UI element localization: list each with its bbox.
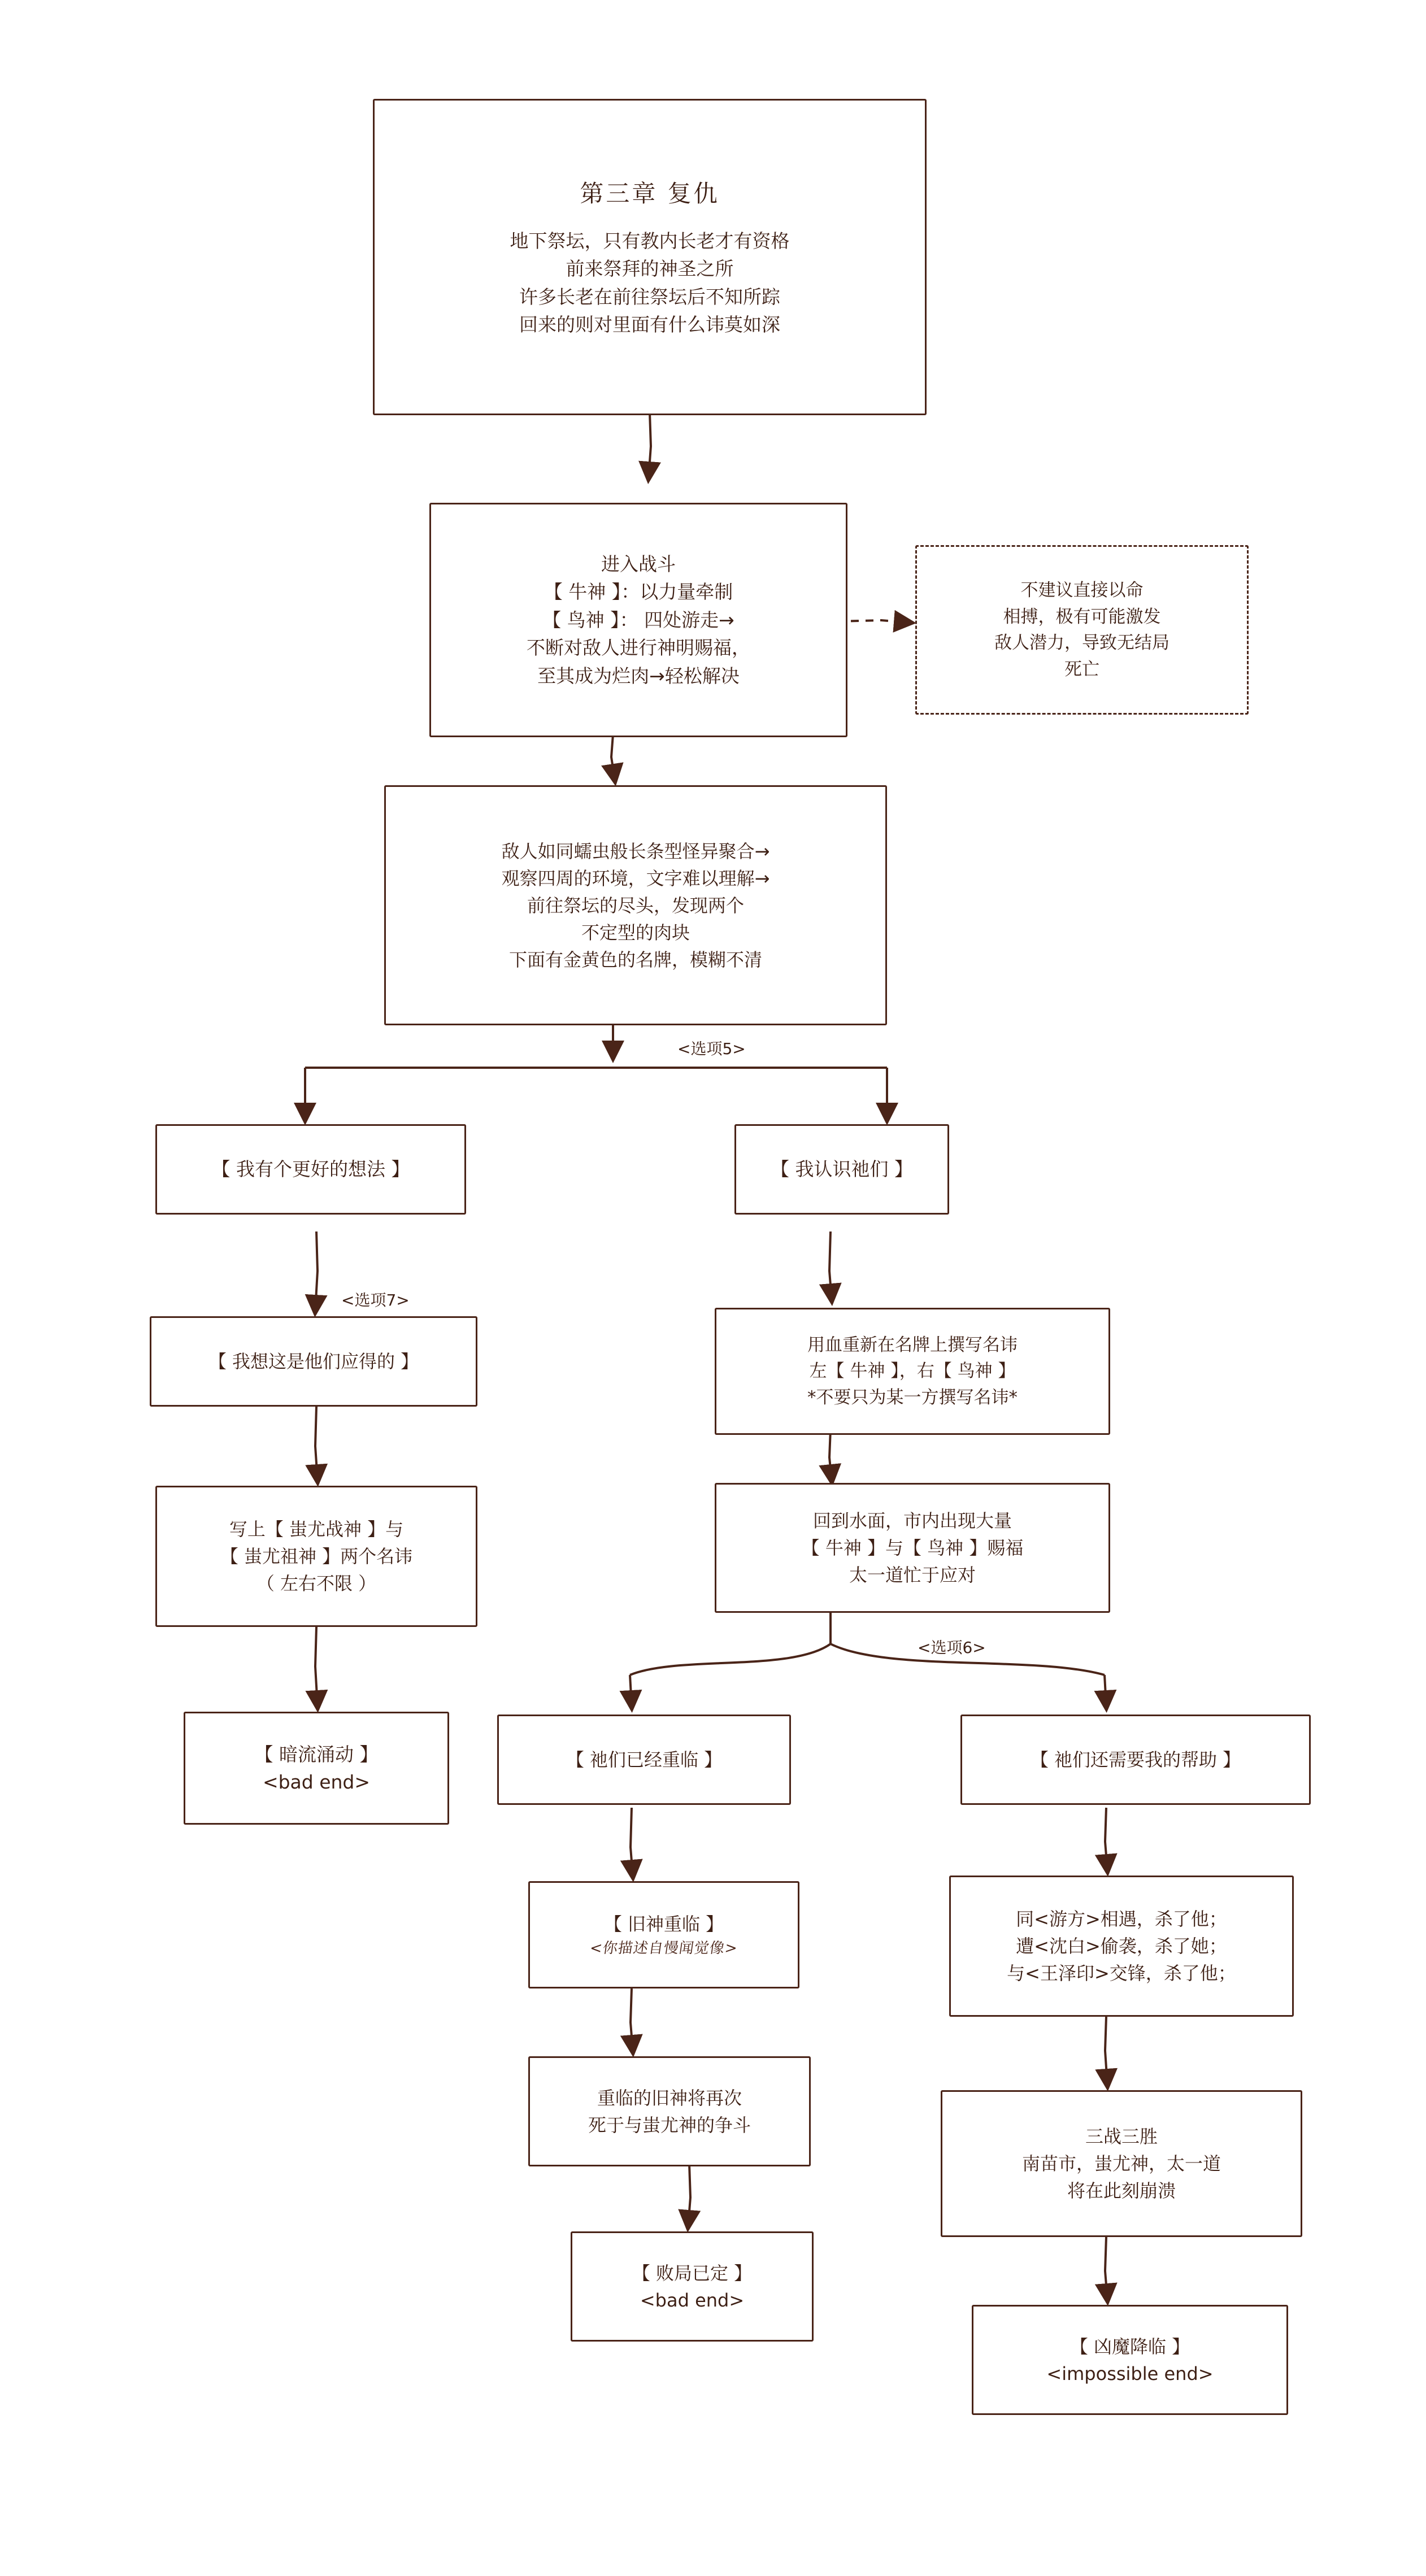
node-line: 南苗市，蚩尤神，太一道 (1021, 2153, 1221, 2174)
node-line: 回到水面，市内出现大量 (812, 1510, 1012, 1531)
node-three-wins (941, 2090, 1302, 2237)
node-line: 遭<沈白>偷袭，杀了她； (1016, 1935, 1227, 1957)
node-battle (429, 503, 847, 737)
node-line: （ 左右不限 ） (256, 1573, 377, 1594)
node-scribble-text: <你描述自慢闻觉像> (589, 1939, 739, 1957)
node-line: 许多长老在前往祭坛后不知所踪 (519, 285, 780, 308)
edge-label-option7: <选项7> (339, 1288, 412, 1311)
node-line: 【 我认识祂们 】 (771, 1158, 913, 1181)
edge-label-option5: <选项5> (675, 1037, 748, 1059)
node-line: 【 牛神 】：以力量牵制 (544, 581, 733, 603)
node-line: 下面有金黄色的名牌，模糊不清 (508, 948, 762, 971)
node-old-god (528, 1881, 799, 1988)
node-defeat (571, 2231, 814, 2342)
node-enemy (384, 785, 887, 1025)
node-line: 【 鸟神 】： 四处游走→ (542, 608, 734, 631)
node-old-god-die (528, 2056, 811, 2166)
node-undercurrent (184, 1712, 449, 1825)
node-better-idea (155, 1124, 466, 1215)
node-still-need (960, 1715, 1311, 1805)
node-line: 写上【 蚩尤战神 】与 (229, 1518, 404, 1540)
node-deserved (150, 1316, 477, 1407)
node-line: 前来祭拜的神圣之所 (566, 258, 734, 280)
node-line: 【 旧神重临 】 (603, 1913, 724, 1935)
node-line: 相搏，极有可能激发 (1003, 606, 1161, 627)
node-line: 【 蚩尤祖神 】两个名讳 (220, 1546, 413, 1567)
node-line: 【 败局已定 】 (632, 2262, 753, 2284)
node-line: *不要只为某一方撰写名讳* (807, 1387, 1018, 1408)
node-line: 将在此刻崩溃 (1067, 2180, 1176, 2201)
node-already-come (497, 1715, 791, 1805)
node-line: 观察四周的环境，文字难以理解→ (501, 867, 770, 889)
node-line: 同<游方>相遇，杀了他； (1016, 1908, 1227, 1930)
edge-label-option6: <选项6> (915, 1635, 988, 1658)
node-line: <bad end> (640, 2289, 745, 2311)
node-line: 前往祭坛的尽头，发现两个 (527, 894, 744, 916)
node-line: 【 牛神 】与【 鸟神 】赐福 (801, 1537, 1024, 1559)
node-line: 【 凶魔降临 】 (1070, 2335, 1190, 2357)
node-warning (915, 545, 1249, 715)
node-write-chiyou (155, 1486, 477, 1627)
node-chapter (373, 99, 927, 415)
node-line: 【 我有个更好的想法 】 (211, 1158, 410, 1181)
node-know-them (734, 1124, 949, 1215)
node-back-water (715, 1483, 1110, 1613)
node-line: 【 我想这是他们应得的 】 (208, 1351, 419, 1372)
node-line: 回来的则对里面有什么讳莫如深 (519, 314, 780, 336)
chapter-title: 第三章 复仇 (580, 179, 720, 207)
node-line: 三战三胜 (1085, 2126, 1158, 2147)
node-line: 死亡 (1064, 659, 1099, 680)
node-line: 至其成为烂肉→轻松解决 (537, 664, 740, 687)
node-line: 不建议直接以命 (1020, 580, 1144, 601)
node-line: 【 祂们已经重临 】 (566, 1749, 723, 1770)
node-line: 死于与蚩尤神的争斗 (588, 2114, 751, 2136)
node-line: 左【 牛神 】，右【 鸟神 】 (809, 1361, 1016, 1382)
node-line: 【 祂们还需要我的帮助 】 (1030, 1749, 1241, 1770)
node-line: 【 暗流涌动 】 (254, 1743, 379, 1765)
node-line: 敌人潜力，导致无结局 (994, 633, 1170, 653)
node-three-fights (949, 1876, 1294, 2017)
node-line: 与<王泽印>交锋，杀了他； (1007, 1963, 1236, 1984)
node-line: <bad end> (262, 1771, 371, 1793)
node-line: 用血重新在名牌上撰写名讳 (807, 1334, 1018, 1355)
node-line: 不定型的肉块 (581, 921, 690, 943)
node-line: 地下祭坛，只有教内长老才有资格 (510, 229, 790, 252)
node-line: 不断对敌人进行神明赐福， (527, 637, 750, 659)
node-line: 进入战斗 (601, 552, 676, 575)
node-line: 敌人如同蠕虫般长条型怪异聚合→ (501, 840, 770, 862)
node-demon (972, 2305, 1288, 2415)
node-line: 太一道忙于应对 (849, 1564, 976, 1586)
node-line: 重临的旧神将再次 (597, 2087, 742, 2109)
node-write-blood (715, 1308, 1110, 1435)
node-line: <impossible end> (1046, 2362, 1214, 2384)
